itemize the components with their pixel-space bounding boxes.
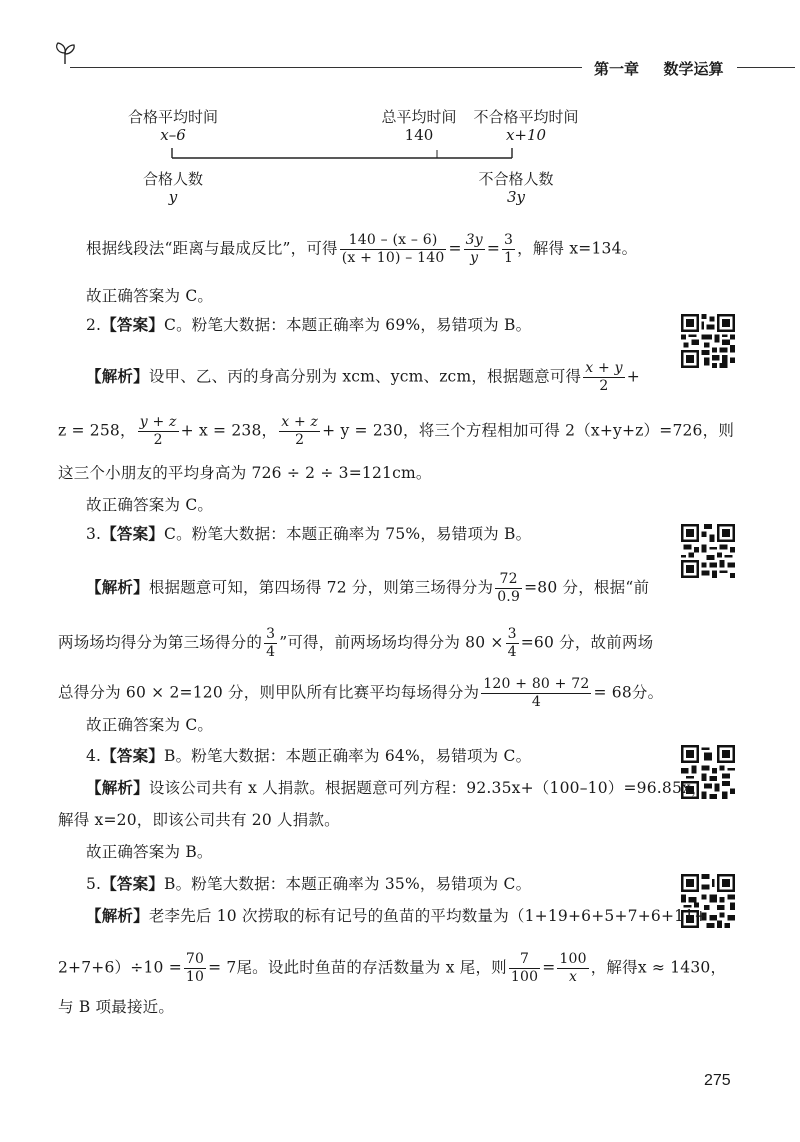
- qr-code-icon[interactable]: [681, 314, 735, 368]
- q3-conclusion: 故正确答案为 C。: [86, 716, 214, 734]
- diagram-label-qualified-time: 合格平均时间 x–6: [127, 108, 218, 144]
- q5-answer: 5.【答案】B。粉笔大数据：本题正确率为 35%，易错项为 C。: [86, 875, 532, 893]
- q3-analysis-line-3: 总得分为 60 × 2=120 分，则甲队所有比赛平均每场得分为 $\frac{120 + 80 + 72}{4}$ = 68分。: [58, 676, 664, 710]
- q3-analysis-line-2: 两场场均得分为第三场得分的 $\frac{3}{4}$ ”可得，前两场场均得分为 80 × $\frac{3}{4}$ =60 分，故前两场: [58, 626, 654, 660]
- fraction: $\frac{120 + 80 + 72}{4}$: [483, 676, 590, 710]
- fraction: $\frac{70}{10}$: [185, 951, 205, 985]
- diagram-label-unqualified-count: 不合格人数 3y: [478, 170, 554, 206]
- diagram-label-average-time: 总平均时间 140: [381, 108, 457, 144]
- fraction: $\frac{3}{1}$: [504, 232, 514, 266]
- q2-analysis-line-2: z = 258， $\frac{y + z}{2}$ + x = 238， $\frac{x + z}{2}$ + y = 230，将三个方程相加可得 2（x+y+z）=726，则: [58, 414, 735, 448]
- diagram-segment: [160, 146, 530, 166]
- q4-analysis-line-2: 解得 x=20，即该公司共有 20 人捐款。: [58, 811, 340, 829]
- q4-answer: 4.【答案】B。粉笔大数据：本题正确率为 64%，易错项为 C。: [86, 747, 532, 765]
- q5-analysis-line-3: 与 B 项最接近。: [58, 998, 175, 1016]
- q5-analysis-line-1: 【解析】老李先后 10 次捞取的标有记号的鱼苗的平均数量为（1+19+6+5+7+6+11+: [86, 907, 708, 925]
- linesegment-equation: 根据线段法“距离与最成反比”，可得 $\frac{140 - (x - 6)}{(x + 10) - 140}$ = $\frac{3y}{y}$ = $\frac{3}{1}$ ，解得 x=134。: [86, 232, 638, 266]
- fraction: $\frac{x + y}{2}$: [585, 360, 623, 394]
- fraction: $\frac{7}{100}$: [510, 951, 539, 985]
- header-rule-right: [737, 67, 795, 68]
- chapter-title: 数学运算: [663, 60, 724, 78]
- chapter-label: [594, 58, 724, 79]
- chapter-number: 第一章: [594, 60, 640, 78]
- q2-analysis-line-3: 这三个小朋友的平均身高为 726 ÷ 2 ÷ 3=121cm。: [58, 464, 432, 482]
- q3-answer: 3.【答案】C。粉笔大数据：本题正确率为 75%，易错项为 B。: [86, 525, 532, 543]
- diagram-label-qualified-count: 合格人数 y: [142, 170, 203, 206]
- leaf-icon: [52, 40, 78, 70]
- q5-analysis-line-2: 2+7+6）÷10 = $\frac{70}{10}$ = 7尾。设此时鱼苗的存活数量为 x 尾，则 $\frac{7}{100}$ = $\frac{100}{x}$ ，解得x ≈ 1430，: [58, 951, 727, 985]
- header-rule-left: [70, 67, 582, 68]
- fraction: $\frac{y + z}{2}$: [139, 414, 177, 448]
- q3-analysis-line-1: 【解析】根据题意可知，第四场得 72 分，则第三场得分为 $\frac{72}{0.9}$ =80 分，根据“前: [86, 571, 650, 605]
- answer-line-1: 故正确答案为 C。: [86, 287, 214, 305]
- fraction: $\frac{x + z}{2}$: [281, 414, 319, 448]
- fraction: $\frac{72}{0.9}$: [497, 571, 521, 605]
- fraction: $\frac{140 - (x - 6)}{(x + 10) - 140}$: [341, 232, 445, 266]
- q4-analysis-line-1: 【解析】设该公司共有 x 人捐款。根据题意可列方程：92.35x+（100–10）=96.85x，: [86, 779, 707, 797]
- fraction: $\frac{3}{4}$: [266, 626, 276, 660]
- q2-conclusion: 故正确答案为 C。: [86, 496, 214, 514]
- fraction: $\frac{100}{x}$: [559, 951, 587, 985]
- diagram-label-unqualified-time: 不合格平均时间 x+10: [473, 108, 579, 144]
- fraction: $\frac{3}{4}$: [507, 626, 517, 660]
- fraction: $\frac{3y}{y}$: [465, 232, 483, 266]
- q4-conclusion: 故正确答案为 B。: [86, 843, 213, 861]
- qr-code-icon[interactable]: [681, 524, 735, 578]
- q2-answer: 2.【答案】C。粉笔大数据：本题正确率为 69%，易错项为 B。: [86, 316, 532, 334]
- page-number: 275: [704, 1072, 731, 1089]
- q2-analysis-line-1: 【解析】设甲、乙、丙的身高分别为 xcm、ycm、zcm，根据题意可得 $\frac{x + y}{2}$ +: [86, 360, 640, 394]
